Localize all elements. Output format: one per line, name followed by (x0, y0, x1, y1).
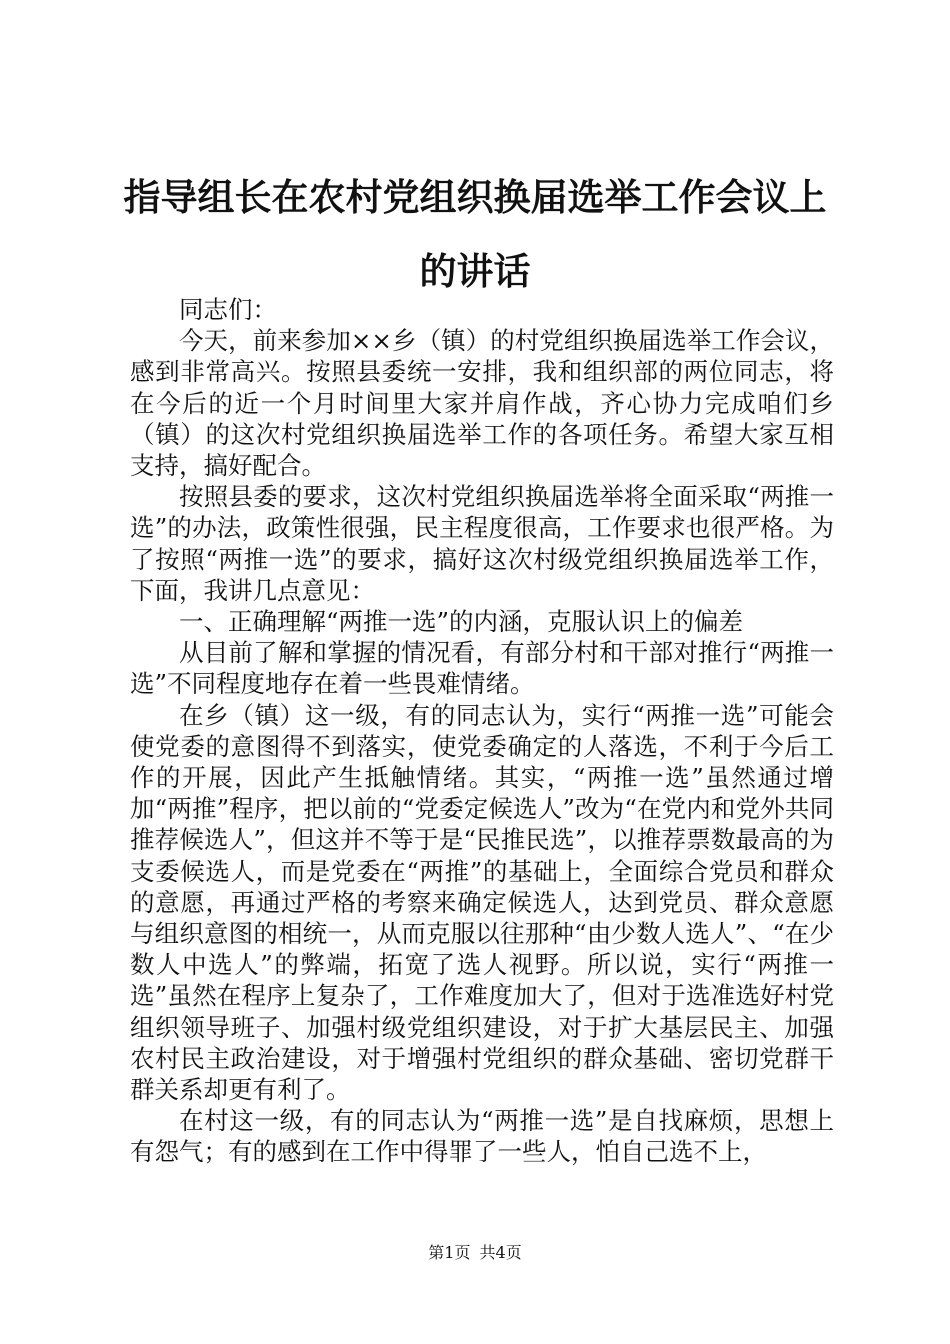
paragraph-3: 从目前了解和掌握的情况看，有部分村和干部对推行“两推一选”不同程度地存在着一些畏难情绪。 (130, 638, 834, 699)
page-footer (0, 1240, 950, 1263)
page-number-current: 第1页 (428, 1243, 471, 1262)
document-body (130, 294, 834, 1168)
paragraph-2: 按照县委的要求，这次村党组织换届选举将全面采取“两推一选”的办法，政策性很强，民主程度很高，工作要求也很严格。为了按照“两推一选”的要求，搞好这次村级党组织换届选举工作，下面，我讲几点意见： (130, 482, 834, 605)
document-title: 指导组长在农村党组织换届选举工作会议上的讲话 (123, 175, 827, 293)
paragraph-4: 在乡（镇）这一级，有的同志认为，实行“两推一选”可能会使党委的意图得不到落实，使党委确定的人落选，不利于今后工作的开展，因此产生抵触情绪。其实，“两推一选”虽然通过增加“两推”程序，把以前的“党委定候选人”改为“在党内和党外共同推荐候选人”，但这并不等于是“民推民选”，以推荐票数最高的为支委候选人，而是党委在“两推”的基础上，全面综合党员和群众的意愿，再通过严格的考察来确定候选人，达到党员、群众意愿与组织意图的相统一，从而克服以往那种“由少数人选人”、“在少数人中选人”的弊端，拓宽了选人视野。所以说，实行“两推一选”虽然在程序上复杂了，工作难度加大了，但对于选准选好村党组织领导班子、加强村级党组织建设，对于扩大基层民主、加强农村民主政治建设，对于增强村党组织的群众基础、密切党群干群关系却更有利了。 (130, 700, 834, 1105)
section-heading-1: 一、正确理解“两推一选”的内涵，克服认识上的偏差 (179, 607, 744, 637)
paragraph-1: 今天，前来参加××乡（镇）的村党组织换届选举工作会议，感到非常高兴。按照县委统一安排，我和组织部的两位同志，将在今后的近一个月时间里大家并肩作战，齐心协力完成咱们乡（镇）的这次村党组织换届选举工作的各项任务。希望大家互相支持，搞好配合。 (130, 326, 834, 481)
paragraph-5: 在村这一级，有的同志认为“两推一选”是自找麻烦，思想上有怨气；有的感到在工作中得罪了一些人，怕自己选不上， (130, 1106, 834, 1167)
page-number-total: 共4页 (479, 1243, 522, 1262)
salutation: 同志们： (179, 295, 277, 324)
